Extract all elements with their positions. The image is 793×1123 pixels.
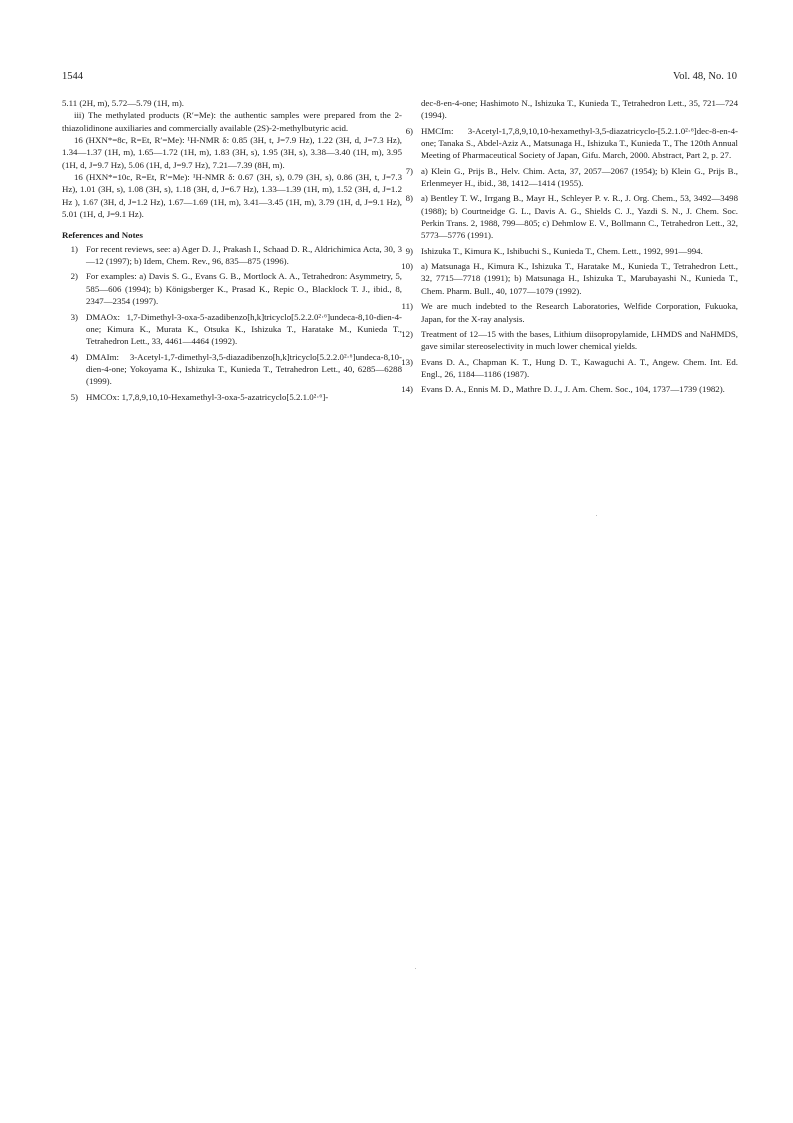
reference-item — [397, 300, 738, 325]
page-number: 1544 — [62, 71, 83, 82]
reference-text: HMCOx: 1,7,8,9,10,10-Hexamethyl-3-oxa-5-azatricyclo[5.2.1.0²·⁶]- — [86, 391, 329, 402]
references-heading: References and Notes — [62, 230, 143, 241]
reference-text: Ishizuka T., Kimura K., Ishibuchi S., Kunieda T., Chem. Lett., 1992, 991—994. — [421, 245, 703, 256]
reference-item — [397, 260, 738, 297]
reference-number: 9) — [405, 245, 413, 256]
reference-text: Evans D. A., Ennis M. D., Mathre D. J., J. Am. Chem. Soc., 104, 1737—1739 (1982). — [421, 384, 725, 395]
reference-number: 4) — [70, 351, 78, 362]
reference-text: DMAIm: 3-Acetyl-1,7-dimethyl-3,5-diazadibenzo[h,k]tricyclo[5.2.2.0²·⁶]undeca-8,10-dien-4-one; Yokoyama K., Ishizuka T., Kunieda T., Tetrahedron Lett., 40, 6285—6288 (1999). — [86, 351, 402, 387]
reference-item — [397, 192, 738, 241]
reference-text: For examples: a) Davis S. G., Evans G. B., Mortlock A. A., Tetrahedron: Asymmetry, 5, 585—606 (1994); b) Königsberger K., Prasad K., Repic O., Blacklock T. J., ibid., 8, 2347—2354 (1997). — [86, 271, 402, 307]
reference-number: 3) — [70, 311, 78, 322]
reference-number: 1) — [70, 243, 78, 254]
reference-number: 13) — [401, 356, 413, 367]
reference-text: DMAOx: 1,7-Dimethyl-3-oxa-5-azadibenzo[h,k]tricyclo[5.2.2.0²·⁶]undeca-8,10-dien-4-one; Kimura K., Murata K., Otsuka K., Ishizuka T., Haratake M., Kunieda T., Tetrahedron Lett., 33, 4461—4464 (1992). — [86, 311, 402, 347]
reference-text: a) Matsunaga H., Kimura K., Ishizuka T., Haratake M., Kunieda T., Tetrahedron Lett., 32, 7715—7718 (1991); b) Matsunaga H., Ishizuka T., Marubayashi N., Kunieda T., Chem. Pharm. Bull., 40, 1077—1079 (1992). — [421, 261, 738, 296]
reference-number: 12) — [401, 328, 413, 339]
reference-text: HMCIm: 3-Acetyl-1,7,8,9,10,10-hexamethyl-3,5-diazatricyclo-[5.2.1.0²·⁶]dec-8-en-4-one; Tanaka S., Abdel-Aziz A., Matsunaga H., Ishizuka T., Kunieda T., The 120th Annual Meeting of Pharmaceutical Society of Japan, Gifu. March, 2000. Abstract, Part 2, p. 27. — [421, 125, 738, 161]
reference-number: 2) — [70, 271, 78, 282]
reference-number: 10) — [401, 261, 413, 272]
reference-text: Evans D. A., Chapman K. T., Hung D. T., Kawaguchi A. T., Angew. Chem. Int. Ed. Engl., 26, 1184—1186 (1987). — [421, 356, 738, 379]
reference-text: a) Bentley T. W., Irrgang B., Mayr H., Schleyer P. v. R., J. Org. Chem., 53, 3492—3498 (1988); b) Courtneidge G. L., Davis A. G., Shields C. J., Yazdi S. N., J. Chem. Soc. Perkin Trans. 2, 1988, 799—805; c) Dehmlow E. V., Bollmann C., Tetrahedron Lett., 32, 5773—5776 (1991). — [421, 193, 738, 241]
reference-text: For recent reviews, see: a) Ager D. J., Prakash I., Schaad D. R., Aldrichimica Acta, 30, 3—12 (1997); b) Idem, Chem. Rev., 96, 835—875 (1996). — [86, 243, 402, 267]
reference-item — [397, 165, 738, 190]
reference-item — [397, 383, 738, 395]
reference-item — [62, 351, 402, 388]
reference-item — [62, 243, 402, 268]
paragraph-methylated: iii) The methylated products (R′=Me): the authentic samples were prepared from the 2-thiazolidinone auxiliaries and commercially available (2S)-2-methylbutyric acid. — [62, 110, 402, 133]
right-column — [397, 97, 738, 396]
reference-number: 11) — [401, 301, 413, 312]
reference-number: 6) — [405, 125, 413, 136]
paragraph-16-8c: 16 (HXN*=8c, R=Et, R′=Me): ¹H-NMR δ: 0.85 (3H, t, J=7.9 Hz), 1.22 (3H, d, J=7.3 Hz), 1.34—1.37 (1H, m), 1.65—1.72 (1H, m), 1.83 (3H, s), 1.95 (3H, s), 3.38—3.40 (1H, m), 3.95 (1H, d, J=9.7 Hz), 5.06 (1H, d, J=9.7 Hz), 7.21—7.39 (8H, m). — [62, 135, 402, 170]
volume-info: Vol. 48, No. 10 — [673, 71, 737, 82]
reference-number: 14) — [401, 384, 413, 395]
reference-item — [397, 356, 738, 381]
reference-text: We are much indebted to the Research Laboratories, Welfide Corporation, Fukuoka, Japan, for the X-ray analysis. — [421, 301, 738, 324]
reference-item — [397, 328, 738, 353]
reference-text: a) Klein G., Prijs B., Helv. Chim. Acta, 37, 2057—2067 (1954); b) Klein G., Prijs B., Erlenmeyer H., ibid., 38, 1412—1414 (1955). — [421, 165, 738, 189]
reference-text: Treatment of 12—15 with the bases, Lithium diisopropylamide, LHMDS and NaHMDS, gave similar stereoselectivity in much lower chemical yields. — [421, 328, 738, 352]
reference-number: 7) — [405, 165, 413, 176]
reference-continuation: dec-8-en-4-one; Hashimoto N., Ishizuka T., Kunieda T., Tetrahedron Lett., 35, 721—724 (1994). — [421, 98, 738, 121]
reference-item — [62, 391, 402, 403]
scan-speck — [415, 968, 416, 969]
reference-item — [62, 311, 402, 348]
reference-item — [62, 270, 402, 307]
left-column — [62, 97, 402, 403]
reference-item — [397, 125, 738, 162]
text-line: 5.11 (2H, m), 5.72—5.79 (1H, m). — [62, 98, 184, 108]
scan-speck — [596, 515, 597, 516]
reference-number: 5) — [70, 391, 78, 402]
reference-item — [397, 245, 738, 257]
reference-number: 8) — [405, 193, 413, 204]
paragraph-16-10c: 16 (HXN*=10c, R=Et, R′=Me): ¹H-NMR δ: 0.67 (3H, s), 0.79 (3H, s), 0.86 (3H, t, J=7.3 Hz), 1.01 (3H, s), 1.08 (3H, s), 1.18 (3H, d, J=6.7 Hz), 1.33—1.39 (1H, m), 1.52 (3H, d, J=1.2 Hz ), 1.67 (3H, d, J=1.2 Hz), 1.67—1.69 (1H, m), 3.41—3.45 (1H, m), 3.79 (1H, d, J=9.1 Hz), 5.01 (1H, d, J=9.1 Hz). — [62, 172, 402, 220]
